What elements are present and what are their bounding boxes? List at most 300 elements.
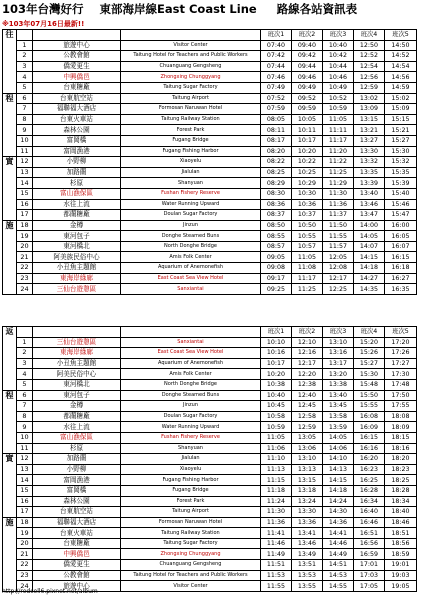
year-title: 103年台灣好行: [2, 2, 84, 16]
station-name-zh: 僑愛更生: [33, 560, 121, 571]
departure-time: 14:15: [354, 252, 385, 263]
departure-time: 13:24: [292, 496, 323, 507]
table-row: [3, 475, 417, 486]
departure-time: 13:13: [292, 464, 323, 475]
station-name-en: Jialulan: [121, 454, 261, 465]
departure-time: 14:06: [323, 443, 354, 454]
table-row: [3, 390, 417, 401]
station-name-en: Doulan Sugar Factory: [121, 210, 261, 221]
station-name-zh: 東河包子: [33, 231, 121, 242]
station-name-en: Amis Folk Center: [121, 369, 261, 380]
table-row: [3, 528, 417, 539]
station-name-zh: 東河橋北: [33, 379, 121, 390]
header-row: [3, 327, 417, 338]
table-row: [3, 507, 417, 518]
table-row: [3, 146, 417, 157]
stop-number: 24: [17, 284, 33, 295]
departure-time: 15:39: [385, 178, 417, 189]
departure-time: 16:51: [354, 528, 385, 539]
station-name-zh: 公教會館: [33, 51, 121, 62]
departure-time: 09:49: [292, 82, 323, 93]
departure-time: 11:18: [261, 485, 292, 496]
station-name-zh: 阿美族民俗中心: [33, 252, 121, 263]
departure-time: 10:17: [261, 358, 292, 369]
station-en-header: [121, 30, 261, 41]
trip-header: 班次1: [261, 30, 292, 41]
departure-time: 09:59: [292, 104, 323, 115]
station-name-zh: 富岡橋: [33, 485, 121, 496]
departure-time: 11:49: [261, 549, 292, 560]
departure-time: 15:02: [385, 93, 417, 104]
departure-time: 16:35: [385, 284, 417, 295]
table-row: [3, 125, 417, 136]
station-name-en: Xiaoyelu: [121, 157, 261, 168]
departure-time: 10:45: [261, 401, 292, 412]
departure-time: 12:59: [292, 422, 323, 433]
table-row: [3, 199, 417, 210]
departure-time: 13:38: [323, 379, 354, 390]
station-name-en: North Donghe Bridge: [121, 241, 261, 252]
station-name-en: Doulan Sugar Factory: [121, 411, 261, 422]
departure-time: 13:21: [354, 125, 385, 136]
table-row: [3, 560, 417, 571]
stop-number: 8: [17, 411, 33, 422]
stop-number: 12: [17, 454, 33, 465]
table-row: [3, 241, 417, 252]
departure-time: 10:05: [292, 114, 323, 125]
station-name-en: Taitung Hotel for Teachers and Public Workers: [121, 570, 261, 581]
station-zh-header: [33, 30, 121, 41]
station-name-en: Taitung Airport: [121, 93, 261, 104]
departure-time: 15:27: [385, 135, 417, 146]
departure-time: 12:54: [354, 61, 385, 72]
departure-time: 16:40: [354, 507, 385, 518]
departure-time: 10:20: [292, 146, 323, 157]
departure-time: 13:05: [292, 432, 323, 443]
departure-time: 07:42: [261, 51, 292, 62]
table-row: [3, 210, 417, 221]
stop-number: 8: [17, 114, 33, 125]
trip-header: 班次5: [385, 327, 417, 338]
stop-number: 19: [17, 528, 33, 539]
station-name-en: Aquarium of Anemonefish: [121, 263, 261, 274]
departure-time: 16:34: [354, 496, 385, 507]
station-name-en: Aquarium of Anemonefish: [121, 358, 261, 369]
departure-time: 17:03: [354, 570, 385, 581]
stop-number: 7: [17, 104, 33, 115]
table-row: [3, 538, 417, 549]
table-row: [3, 379, 417, 390]
departure-time: 13:41: [292, 528, 323, 539]
stop-number: 14: [17, 475, 33, 486]
departure-time: 08:29: [261, 178, 292, 189]
table-row: [3, 135, 417, 146]
station-name-en: Visitor Center: [121, 581, 261, 592]
stop-number: 19: [17, 231, 33, 242]
station-name-zh: 金樽: [33, 220, 121, 231]
departure-time: 13:49: [292, 549, 323, 560]
departure-time: 17:01: [354, 560, 385, 571]
table-row: [3, 263, 417, 274]
departure-time: 08:25: [261, 167, 292, 178]
departure-time: 14:41: [323, 528, 354, 539]
station-name-zh: 加路蘭: [33, 167, 121, 178]
departure-time: 08:37: [261, 210, 292, 221]
station-name-en: Shanyuan: [121, 178, 261, 189]
station-name-zh: 小野柳: [33, 464, 121, 475]
table-row: [3, 178, 417, 189]
station-name-zh: 都蘭糖廠: [33, 411, 121, 422]
station-name-zh: 三仙台遊憩區: [33, 284, 121, 295]
table-row: [3, 464, 417, 475]
stop-number: 9: [17, 422, 33, 433]
trip-header: 班次4: [354, 327, 385, 338]
departure-time: 08:11: [261, 125, 292, 136]
station-name-zh: 東海岸綠廊: [33, 348, 121, 359]
stop-number: 2: [17, 51, 33, 62]
departure-time: 16:15: [354, 432, 385, 443]
departure-time: 12:45: [292, 401, 323, 412]
departure-time: 15:30: [354, 369, 385, 380]
departure-time: 14:50: [385, 40, 417, 51]
station-name-zh: 金樽: [33, 401, 121, 412]
departure-time: 12:38: [292, 379, 323, 390]
departure-time: 10:38: [261, 379, 292, 390]
departure-time: 09:08: [261, 263, 292, 274]
departure-time: 16:20: [354, 454, 385, 465]
departure-time: 07:46: [261, 72, 292, 83]
departure-time: 07:49: [261, 82, 292, 93]
departure-time: 11:30: [323, 188, 354, 199]
departure-time: 11:22: [323, 157, 354, 168]
stop-number: 4: [17, 72, 33, 83]
departure-time: 15:55: [354, 401, 385, 412]
departure-time: 11:55: [323, 231, 354, 242]
table-row: [3, 51, 417, 62]
table-row: [3, 114, 417, 125]
table-row: [3, 72, 417, 83]
departure-time: 11:25: [323, 167, 354, 178]
stop-number: 11: [17, 443, 33, 454]
departure-time: 15:40: [385, 188, 417, 199]
departure-time: 10:57: [292, 241, 323, 252]
departure-time: 13:40: [323, 390, 354, 401]
station-name-en: Zhongxing Chunggyang: [121, 72, 261, 83]
departure-time: 14:51: [323, 560, 354, 571]
departure-time: 18:34: [385, 496, 417, 507]
departure-time: 10:29: [292, 178, 323, 189]
stop-number: 22: [17, 263, 33, 274]
departure-time: 15:26: [354, 348, 385, 359]
departure-time: 08:05: [261, 114, 292, 125]
departure-time: 13:10: [292, 454, 323, 465]
departure-time: 16:07: [385, 241, 417, 252]
station-name-zh: 富岡漁港: [33, 146, 121, 157]
departure-time: 13:06: [292, 443, 323, 454]
stop-number: 5: [17, 379, 33, 390]
departure-time: 10:46: [323, 72, 354, 83]
departure-time: 13:58: [323, 411, 354, 422]
table-row: [3, 231, 417, 242]
station-name-en: Water Running Upward: [121, 422, 261, 433]
departure-time: 11:53: [261, 570, 292, 581]
departure-time: 10:17: [292, 135, 323, 146]
stop-number: 17: [17, 507, 33, 518]
station-name-zh: 東海岸綠廊: [33, 273, 121, 284]
station-name-en: Water Running Upward: [121, 199, 261, 210]
departure-time: 11:05: [323, 114, 354, 125]
departure-time: 13:32: [354, 157, 385, 168]
departure-time: 18:25: [385, 475, 417, 486]
table-row: [3, 167, 417, 178]
departure-time: 14:46: [323, 538, 354, 549]
departure-time: 16:25: [354, 475, 385, 486]
departure-time: 18:08: [385, 411, 417, 422]
departure-time: 13:18: [292, 485, 323, 496]
return-timetable: [2, 326, 417, 592]
departure-time: 10:25: [292, 167, 323, 178]
departure-time: 07:40: [261, 40, 292, 51]
table-row: [3, 220, 417, 231]
departure-time: 11:41: [261, 528, 292, 539]
departure-time: 10:20: [261, 369, 292, 380]
stop-number: 10: [17, 432, 33, 443]
departure-time: 10:59: [323, 104, 354, 115]
stop-number: 24: [17, 581, 33, 592]
departure-time: 09:25: [261, 284, 292, 295]
station-name-zh: 加路蘭: [33, 454, 121, 465]
stop-number: 18: [17, 517, 33, 528]
stop-number: 3: [17, 61, 33, 72]
departure-time: 12:25: [323, 284, 354, 295]
station-name-zh: 台東航空站: [33, 93, 121, 104]
station-name-zh: 東河橋北: [33, 241, 121, 252]
station-name-en: Taitung Hotel for Teachers and Public Workers: [121, 51, 261, 62]
station-name-zh: 森林公園: [33, 496, 121, 507]
station-name-en: Sanxiantai: [121, 337, 261, 348]
departure-time: 12:40: [292, 390, 323, 401]
table-row: [3, 401, 417, 412]
departure-time: 14:00: [354, 220, 385, 231]
departure-time: 09:52: [292, 93, 323, 104]
stop-number: 1: [17, 337, 33, 348]
departure-time: 13:35: [354, 167, 385, 178]
stop-number: 2: [17, 348, 33, 359]
departure-time: 17:26: [385, 348, 417, 359]
station-name-en: North Donghe Bridge: [121, 379, 261, 390]
station-name-zh: 杉原: [33, 178, 121, 189]
departure-time: 15:30: [385, 146, 417, 157]
table-row: [3, 570, 417, 581]
departure-time: 18:59: [385, 549, 417, 560]
departure-time: 11:11: [323, 125, 354, 136]
departure-time: 15:20: [354, 337, 385, 348]
departure-time: 07:44: [261, 61, 292, 72]
departure-time: 11:15: [261, 475, 292, 486]
table-row: [3, 549, 417, 560]
table-row: [3, 273, 417, 284]
departure-time: 17:20: [385, 337, 417, 348]
departure-time: 18:09: [385, 422, 417, 433]
table-row: [3, 82, 417, 93]
departure-time: 13:30: [292, 507, 323, 518]
departure-time: 16:00: [385, 220, 417, 231]
departure-time: 10:30: [292, 188, 323, 199]
departure-time: 18:15: [385, 432, 417, 443]
trip-header: 班次2: [292, 327, 323, 338]
departure-time: 16:15: [385, 252, 417, 263]
departure-time: 11:57: [323, 241, 354, 252]
departure-time: 09:42: [292, 51, 323, 62]
departure-time: 17:50: [385, 390, 417, 401]
page-title: [0, 0, 432, 18]
table-row: [3, 252, 417, 263]
table-row: [3, 157, 417, 168]
table-row: [3, 61, 417, 72]
departure-time: 10:40: [261, 390, 292, 401]
departure-time: 11:30: [261, 507, 292, 518]
departure-time: 08:36: [261, 199, 292, 210]
station-name-en: Taitung Railway Station: [121, 528, 261, 539]
departure-time: 14:36: [323, 517, 354, 528]
station-name-en: Fushan Fishery Reserve: [121, 432, 261, 443]
station-name-zh: 東河包子: [33, 390, 121, 401]
departure-time: 14:49: [323, 549, 354, 560]
station-name-zh: 富岡漁港: [33, 475, 121, 486]
departure-time: 12:17: [323, 273, 354, 284]
station-name-zh: 水往上流: [33, 199, 121, 210]
station-name-zh: 旅遊中心: [33, 40, 121, 51]
departure-time: 11:08: [292, 263, 323, 274]
departure-time: 14:53: [323, 570, 354, 581]
departure-time: 12:56: [354, 72, 385, 83]
table-row: [3, 40, 417, 51]
stop-number: 21: [17, 549, 33, 560]
station-name-zh: 中興僑邑: [33, 549, 121, 560]
departure-time: 07:52: [261, 93, 292, 104]
station-name-zh: 杉原: [33, 443, 121, 454]
departure-time: 10:44: [323, 61, 354, 72]
departure-time: 11:36: [323, 199, 354, 210]
departure-time: 13:15: [292, 475, 323, 486]
table-row: [3, 496, 417, 507]
departure-time: 14:30: [323, 507, 354, 518]
station-name-zh: 富山漁保區: [33, 188, 121, 199]
station-name-zh: 台東糖廠: [33, 82, 121, 93]
departure-time: 12:08: [323, 263, 354, 274]
departure-time: 11:13: [261, 464, 292, 475]
departure-time: 15:50: [354, 390, 385, 401]
departure-time: 11:24: [261, 496, 292, 507]
table-row: [3, 443, 417, 454]
station-name-en: Taitung Railway Station: [121, 114, 261, 125]
table-row: [3, 348, 417, 359]
departure-time: 14:13: [323, 464, 354, 475]
departure-time: 09:17: [261, 273, 292, 284]
direction-label: 實: [3, 454, 17, 518]
departure-time: 10:11: [292, 125, 323, 136]
departure-time: 14:35: [354, 284, 385, 295]
station-name-zh: 台東航空站: [33, 507, 121, 518]
station-name-en: Fushan Fishery Reserve: [121, 188, 261, 199]
departure-time: 10:55: [292, 231, 323, 242]
departure-time: 11:55: [261, 581, 292, 592]
trip-header: 班次5: [385, 30, 417, 41]
trip-header: 班次1: [261, 327, 292, 338]
station-name-zh: 富山漁保區: [33, 432, 121, 443]
station-name-zh: 台東糖廠: [33, 538, 121, 549]
departure-time: 17:05: [354, 581, 385, 592]
departure-time: 08:20: [261, 146, 292, 157]
departure-time: 12:52: [354, 51, 385, 62]
departure-time: 10:59: [261, 422, 292, 433]
departure-time: 15:15: [385, 114, 417, 125]
station-name-zh: 福聯福大酒店: [33, 104, 121, 115]
trip-header: 班次4: [354, 30, 385, 41]
stop-number: 12: [17, 157, 33, 168]
station-name-en: Fugang Bridge: [121, 135, 261, 146]
departure-time: 13:47: [354, 210, 385, 221]
departure-time: 13:51: [292, 560, 323, 571]
departure-time: 14:55: [323, 581, 354, 592]
departure-time: 13:16: [323, 348, 354, 359]
outbound-timetable: [2, 29, 417, 295]
departure-time: 16:27: [385, 273, 417, 284]
stop-number: 7: [17, 401, 33, 412]
departure-time: 11:20: [323, 146, 354, 157]
departure-time: 12:05: [323, 252, 354, 263]
route-title: 東部海岸線East Coast Line: [99, 2, 257, 16]
departure-time: 16:08: [354, 411, 385, 422]
departure-time: 10:36: [292, 199, 323, 210]
station-name-zh: 小丑魚主題館: [33, 358, 121, 369]
departure-time: 13:40: [354, 188, 385, 199]
departure-time: 18:46: [385, 517, 417, 528]
departure-time: 16:46: [354, 517, 385, 528]
stop-number: 16: [17, 199, 33, 210]
departure-time: 08:30: [261, 188, 292, 199]
station-name-en: Formosan Naruwan Hotel: [121, 104, 261, 115]
departure-time: 15:27: [354, 358, 385, 369]
stop-number: 13: [17, 464, 33, 475]
departure-time: 12:20: [292, 369, 323, 380]
departure-time: 08:50: [261, 220, 292, 231]
departure-time: 11:46: [261, 538, 292, 549]
departure-time: 16:23: [354, 464, 385, 475]
stop-number: 15: [17, 485, 33, 496]
table-row: [3, 369, 417, 380]
station-name-en: Zhongxing Chunggyang: [121, 549, 261, 560]
departure-time: 13:10: [323, 337, 354, 348]
stop-number: 13: [17, 167, 33, 178]
departure-time: 08:55: [261, 231, 292, 242]
departure-time: 19:03: [385, 570, 417, 581]
stop-number: 6: [17, 93, 33, 104]
station-name-en: Fugang Fishing Harbor: [121, 146, 261, 157]
trip-header: 班次3: [323, 327, 354, 338]
departure-time: 14:52: [385, 51, 417, 62]
station-name-en: Forest Park: [121, 496, 261, 507]
station-name-en: Taitung Airport: [121, 507, 261, 518]
departure-time: 13:15: [354, 114, 385, 125]
direction-label: 實: [3, 157, 17, 221]
stop-number: 14: [17, 178, 33, 189]
table-row: [3, 422, 417, 433]
departure-time: 11:25: [292, 284, 323, 295]
departure-time: 12:58: [292, 411, 323, 422]
departure-time: 14:24: [323, 496, 354, 507]
departure-time: 12:10: [292, 337, 323, 348]
